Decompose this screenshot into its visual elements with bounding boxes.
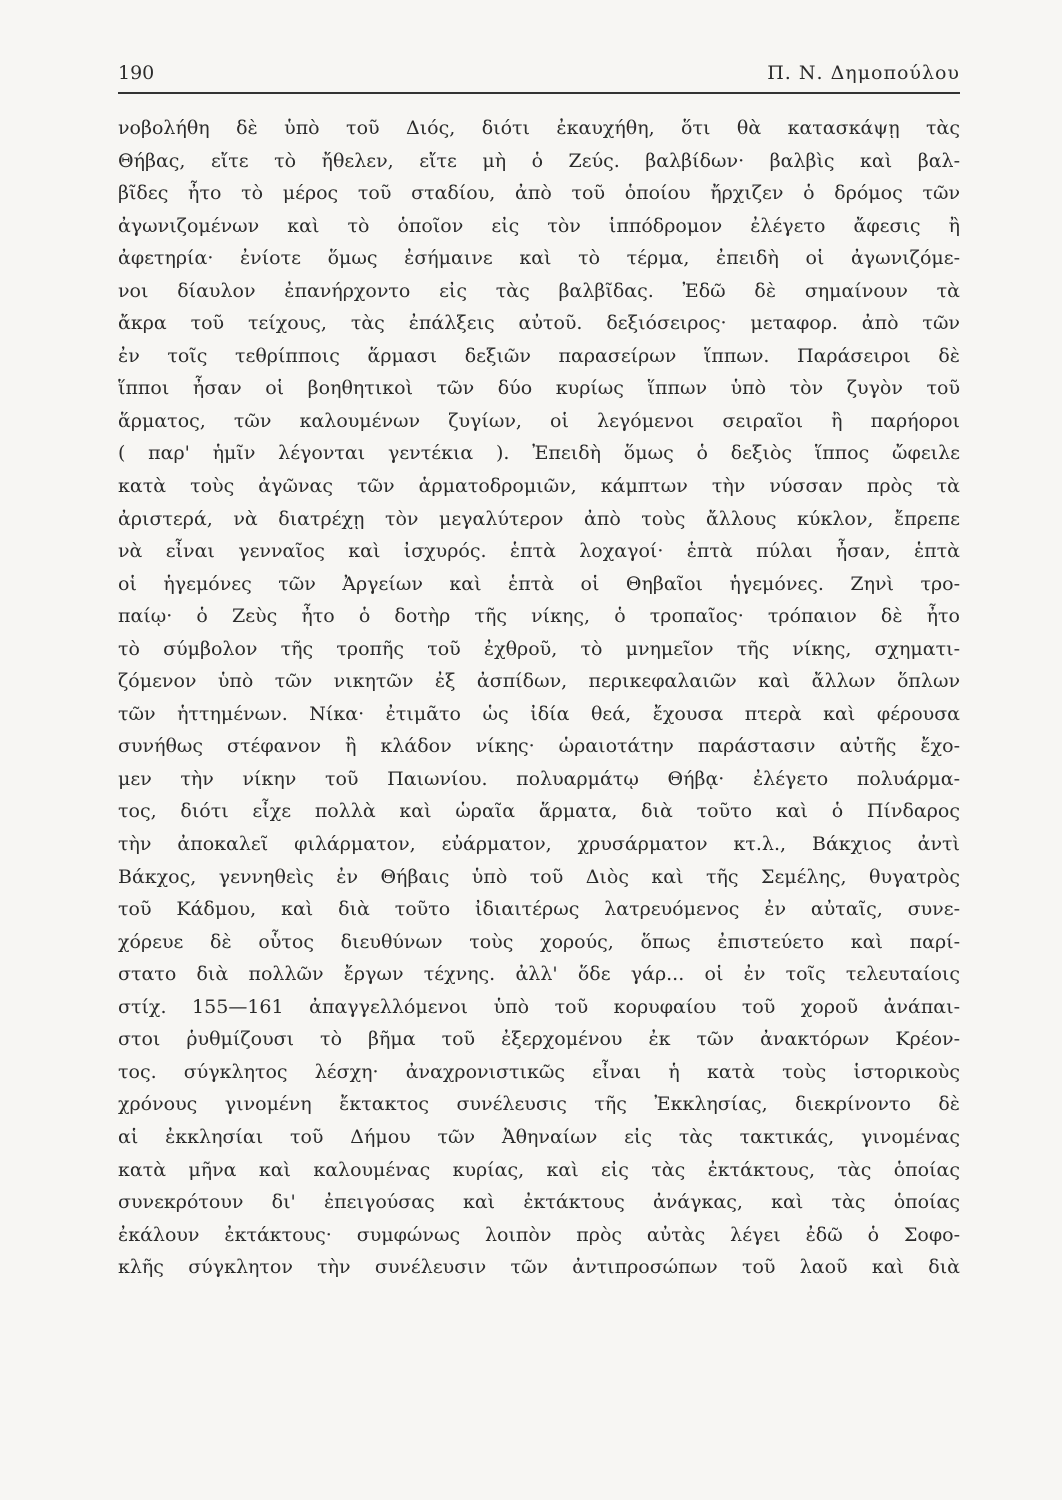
text-line: κλῆς σύγκλητον τὴν συνέλευσιν τῶν ἀντιπροσώπων τοῦ λαοῦ καὶ διὰ [118, 1256, 960, 1279]
text-line: Βάκχος, γεννηθεὶς ἐν Θήβαις ὑπὸ τοῦ Διὸς καὶ τῆς Σεμέλης, θυγατρὸς [118, 865, 960, 888]
running-head: Π. Ν. Δημοπούλου [767, 62, 960, 84]
text-line: στίχ. 155—161 ἀπαγγελλόμενοι ὑπὸ τοῦ κορυφαίου τοῦ χοροῦ ἀνάπαι- [118, 995, 960, 1018]
page-number: 190 [118, 62, 155, 84]
text-line: κατὰ μῆνα καὶ καλουμένας κυρίας, καὶ εἰς τὰς ἐκτάκτους, τὰς ὁποίας [118, 1158, 960, 1181]
text-line: χόρευε δὲ οὗτος διευθύνων τοὺς χορούς, ὅπως ἐπιστεύετο καὶ παρί- [118, 930, 960, 953]
text-line: στατο διὰ πολλῶν ἔργων τέχνης. ἀλλ' ὅδε γάρ... οἱ ἐν τοῖς τελευταίοις [118, 963, 960, 986]
commentary-text [118, 112, 960, 1284]
text-line: ἅρματος, τῶν καλουμένων ζυγίων, οἱ λεγόμενοι σειραῖοι ἢ παρήοροι [118, 409, 960, 432]
text-line: ἀγωνιζομένων καὶ τὸ ὁποῖον εἰς τὸν ἱππόδρομον ἐλέγετο ἄφεσις ἢ [118, 214, 960, 237]
text-line: τὴν ἀποκαλεῖ φιλάρματον, εὐάρματον, χρυσάρματον κτ.λ., Βάκχιος ἀντὶ [118, 833, 960, 856]
text-line: συνήθως στέφανον ἢ κλάδον νίκης· ὡραιοτάτην παράστασιν αὐτῆς ἔχο- [118, 735, 960, 758]
text-line: νὰ εἶναι γενναῖος καὶ ἰσχυρός. ἑπτὰ λοχαγοί· ἑπτὰ πύλαι ἦσαν, ἑπτὰ [118, 540, 960, 563]
text-line: συνεκρότουν δι' ἐπειγούσας καὶ ἐκτάκτους ἀνάγκας, καὶ τὰς ὁποίας [118, 1191, 960, 1214]
text-line: ἀφετηρία· ἐνίοτε ὅμως ἐσήμαινε καὶ τὸ τέρμα, ἐπειδὴ οἱ ἀγωνιζόμε- [118, 247, 960, 270]
text-line: τοῦ Κάδμου, καὶ διὰ τοῦτο ἰδιαιτέρως λατρευόμενος ἐν αὐταῖς, συνε- [118, 898, 960, 921]
text-line: Θήβας, εἴτε τὸ ἤθελεν, εἴτε μὴ ὁ Ζεύς. βαλβίδων· βαλβὶς καὶ βαλ- [118, 149, 960, 172]
text-line: ἄκρα τοῦ τείχους, τὰς ἐπάλξεις αὐτοῦ. δεξιόσειρος· μεταφορ. ἀπὸ τῶν [118, 312, 960, 335]
text-line: στοι ῥυθμίζουσι τὸ βῆμα τοῦ ἐξερχομένου ἐκ τῶν ἀνακτόρων Κρέον- [118, 1028, 960, 1051]
text-line: ἐν τοῖς τεθρίπποις ἅρμασι δεξιῶν παρασείρων ἵππων. Παράσειροι δὲ [118, 344, 960, 367]
text-line: νοβολήθη δὲ ὑπὸ τοῦ Διός, διότι ἐκαυχήθη, ὅτι θὰ κατασκάψῃ τὰς [118, 117, 960, 139]
text-line: τὸ σύμβολον τῆς τροπῆς τοῦ ἐχθροῦ, τὸ μνημεῖον τῆς νίκης, σχηματι- [118, 637, 960, 660]
text-line: νοι δίαυλον ἐπανήρχοντο εἰς τὰς βαλβῖδας. Ἐδῶ δὲ σημαίνουν τὰ [118, 279, 960, 302]
text-line: ζόμενον ὑπὸ τῶν νικητῶν ἐξ ἀσπίδων, περικεφαλαιῶν καὶ ἄλλων ὅπλων [118, 670, 960, 693]
text-line: αἱ ἐκκλησίαι τοῦ Δήμου τῶν Ἀθηναίων εἰς τὰς τακτικάς, γινομένας [118, 1125, 960, 1148]
text-line: μεν τὴν νίκην τοῦ Παιωνίου. πολυαρμάτῳ Θήβᾳ· ἐλέγετο πολυάρμα- [118, 767, 960, 790]
text-line: οἱ ἡγεμόνες τῶν Ἀργείων καὶ ἑπτὰ οἱ Θηβαῖοι ἡγεμόνες. Ζηνὶ τρο- [118, 572, 960, 595]
text-line: τος, διότι εἶχε πολλὰ καὶ ὡραῖα ἅρματα, διὰ τοῦτο καὶ ὁ Πίνδαρος [118, 800, 960, 823]
text-line: κατὰ τοὺς ἀγῶνας τῶν ἁρματοδρομιῶν, κάμπτων τὴν νύσσαν πρὸς τὰ [118, 475, 960, 498]
text-line: τος. σύγκλητος λέσχη· ἀναχρονιστικῶς εἶναι ἡ κατὰ τοὺς ἱστορικοὺς [118, 1060, 960, 1083]
text-line: παίῳ· ὁ Ζεὺς ἦτο ὁ δοτὴρ τῆς νίκης, ὁ τροπαῖος· τρόπαιον δὲ ἦτο [118, 605, 960, 628]
text-line: βῖδες ἦτο τὸ μέρος τοῦ σταδίου, ἀπὸ τοῦ ὁποίου ἤρχιζεν ὁ δρόμος τῶν [118, 182, 960, 205]
text-line: τῶν ἡττημένων. Νίκα· ἐτιμᾶτο ὡς ἰδία θεά, ἔχουσα πτερὰ καὶ φέρουσα [118, 702, 960, 725]
text-line: ( παρ' ἡμῖν λέγονται γεντέκια ). Ἐπειδὴ ὅμως ὁ δεξιὸς ἵππος ὤφειλε [118, 442, 960, 465]
text-line: χρόνους γινομένη ἔκτακτος συνέλευσις τῆς Ἐκκλησίας, διεκρίνοντο δὲ [118, 1093, 960, 1116]
text-line: ἐκάλουν ἐκτάκτους· συμφώνως λοιπὸν πρὸς αὐτὰς λέγει ἐδῶ ὁ Σοφο- [118, 1223, 960, 1246]
text-line: ἵπποι ἦσαν οἱ βοηθητικοὶ τῶν δύο κυρίως ἵππων ὑπὸ τὸν ζυγὸν τοῦ [118, 377, 960, 400]
page-header [118, 62, 960, 94]
text-line: ἀριστερά, νὰ διατρέχῃ τὸν μεγαλύτερον ἀπὸ τοὺς ἄλλους κύκλον, ἔπρεπε [118, 507, 960, 530]
